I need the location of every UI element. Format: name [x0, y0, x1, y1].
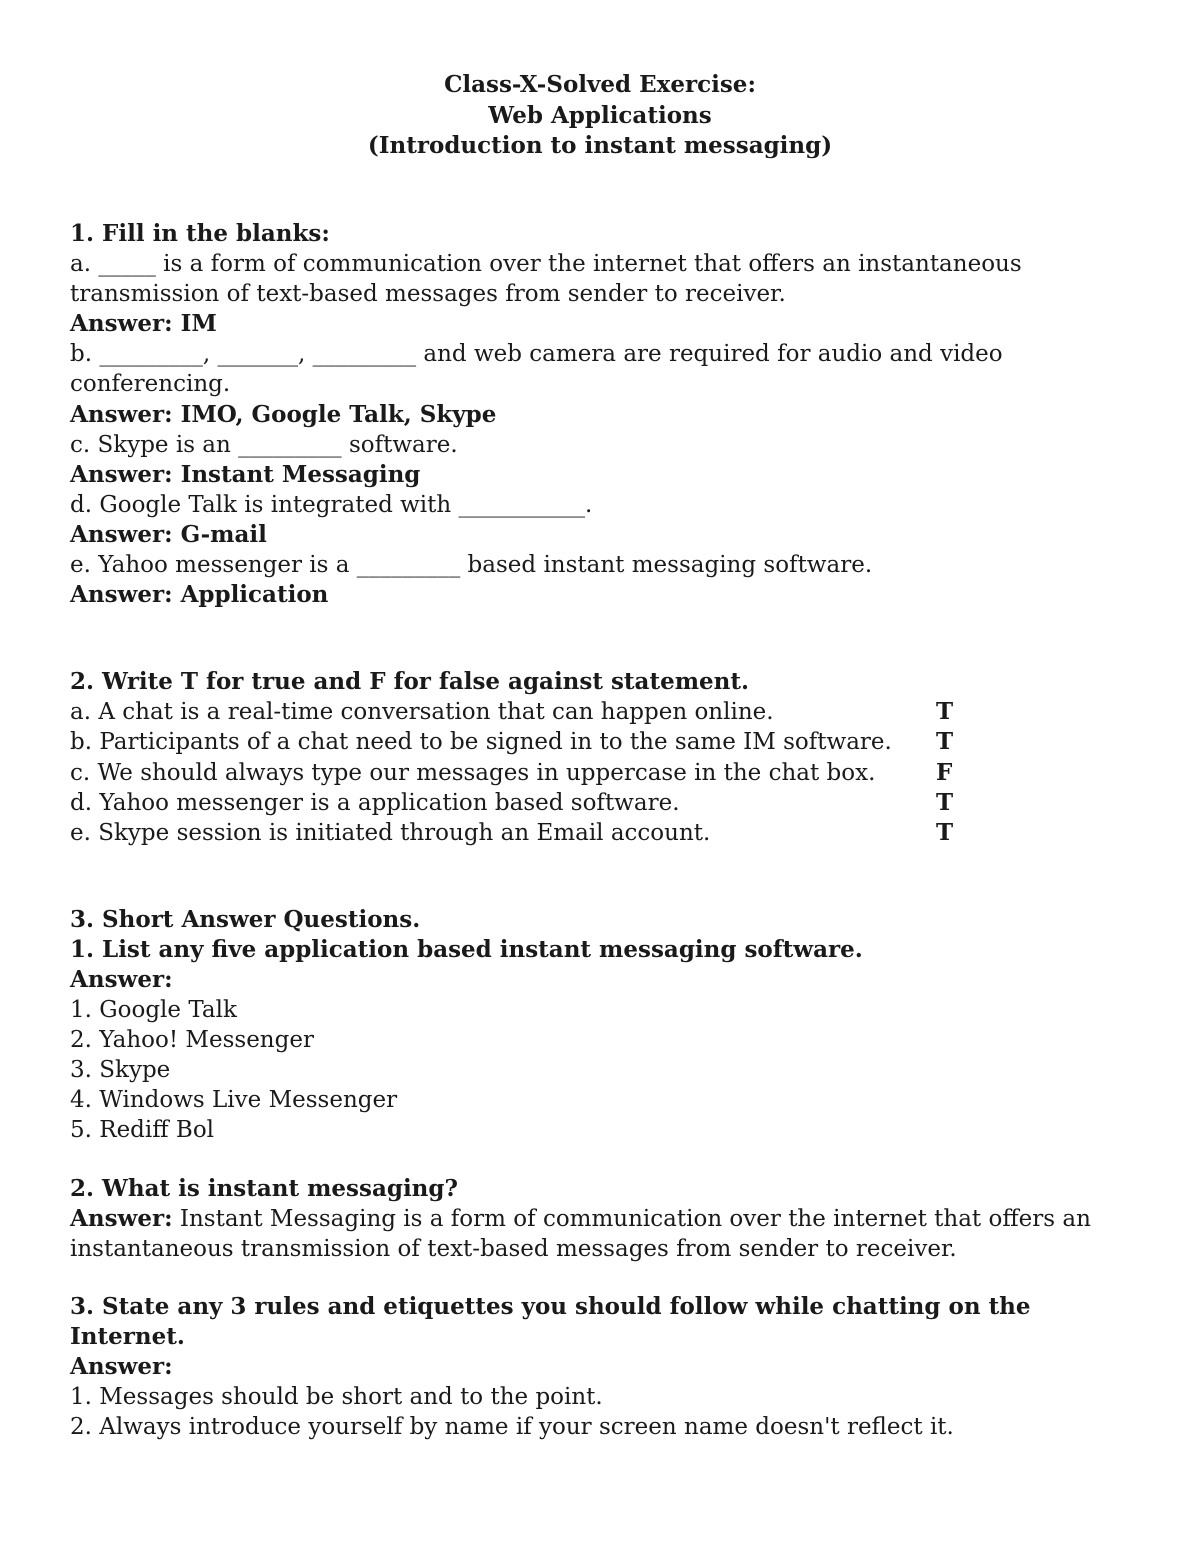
true-false-answer: T [936, 728, 954, 756]
fill-blank-question-c: c. Skype is an _________ software. [70, 431, 458, 458]
section-1-heading: 1. Fill in the blanks: [70, 220, 330, 247]
list-item: 1. Messages should be short and to the point. [70, 1384, 603, 1411]
short-question-3: 3. State any 3 rules and etiquettes you should follow while chatting on the Internet. [70, 1292, 1031, 1350]
statement-text: e. Skype session is initiated through an Email account. [70, 819, 711, 846]
true-false-answer: T [936, 818, 954, 846]
document-title [0, 70, 1200, 162]
true-false-row [70, 727, 1130, 757]
true-false-row [70, 788, 1130, 818]
statement-text: a. A chat is a real-time conversation that can happen online. [70, 699, 774, 726]
section-3-heading: 3. Short Answer Questions. [70, 905, 421, 933]
true-false-answer: T [936, 698, 954, 726]
fill-blank-question-a: a. _____ is a form of communication over the internet that offers an instantaneous transmission of text-based messages from sender to receiver. [70, 251, 1022, 308]
true-false-answer: T [936, 788, 954, 816]
fill-blank-question-b: b. _________, _______, _________ and web camera are required for audio and video conferencing. [70, 341, 1003, 398]
short-question-1: 1. List any five application based instant messaging software. [70, 935, 863, 963]
list-item: 5. Rediff Bol [70, 1117, 215, 1144]
statement-text: d. Yahoo messenger is a application based software. [70, 789, 680, 816]
fill-blank-question-e: e. Yahoo messenger is a _________ based instant messaging software. [70, 552, 873, 579]
title-line-3: (Introduction to instant messaging) [367, 132, 833, 159]
statement-text: c. We should always type our messages in uppercase in the chat box. [70, 759, 876, 786]
title-line-2: Web Applications [488, 101, 712, 129]
fill-blank-answer-b: Answer: IMO, Google Talk, Skype [70, 400, 497, 428]
fill-blank-answer-c: Answer: Instant Messaging [70, 460, 421, 488]
section-2-heading: 2. Write T for true and F for false against statement. [70, 668, 750, 696]
true-false-row [70, 818, 1130, 848]
fill-blank-question-d: d. Google Talk is integrated with ___________. [70, 491, 593, 518]
true-false-row [70, 697, 1130, 727]
list-item: 3. Skype [70, 1057, 171, 1084]
true-false-row [70, 758, 1130, 788]
fill-blank-answer-a: Answer: IM [70, 310, 217, 338]
statement-text: b. Participants of a chat need to be signed in to the same IM software. [70, 729, 892, 756]
fill-blank-answer-d: Answer: G-mail [70, 520, 267, 548]
list-item: 4. Windows Live Messenger [70, 1087, 398, 1114]
answer-text: Instant Messaging is a form of communication over the internet that offers an instantaneous transmission of text-based messages from sender to receiver. [70, 1205, 1091, 1262]
list-item: 2. Always introduce yourself by name if your screen name doesn't reflect it. [70, 1414, 954, 1441]
answer-label: Answer: [70, 1204, 173, 1232]
title-line-1: Class-X-Solved Exercise: [444, 71, 756, 98]
short-answer-2 [70, 1204, 1130, 1264]
answer-label: Answer: [70, 1353, 173, 1380]
list-item: 2. Yahoo! Messenger [70, 1027, 314, 1054]
short-question-2: 2. What is instant messaging? [70, 1174, 458, 1202]
document-body [70, 219, 1130, 1442]
list-item: 1. Google Talk [70, 997, 237, 1024]
fill-blank-answer-e: Answer: Application [70, 581, 329, 609]
answer-label: Answer: [70, 965, 173, 993]
true-false-answer: F [936, 758, 953, 786]
